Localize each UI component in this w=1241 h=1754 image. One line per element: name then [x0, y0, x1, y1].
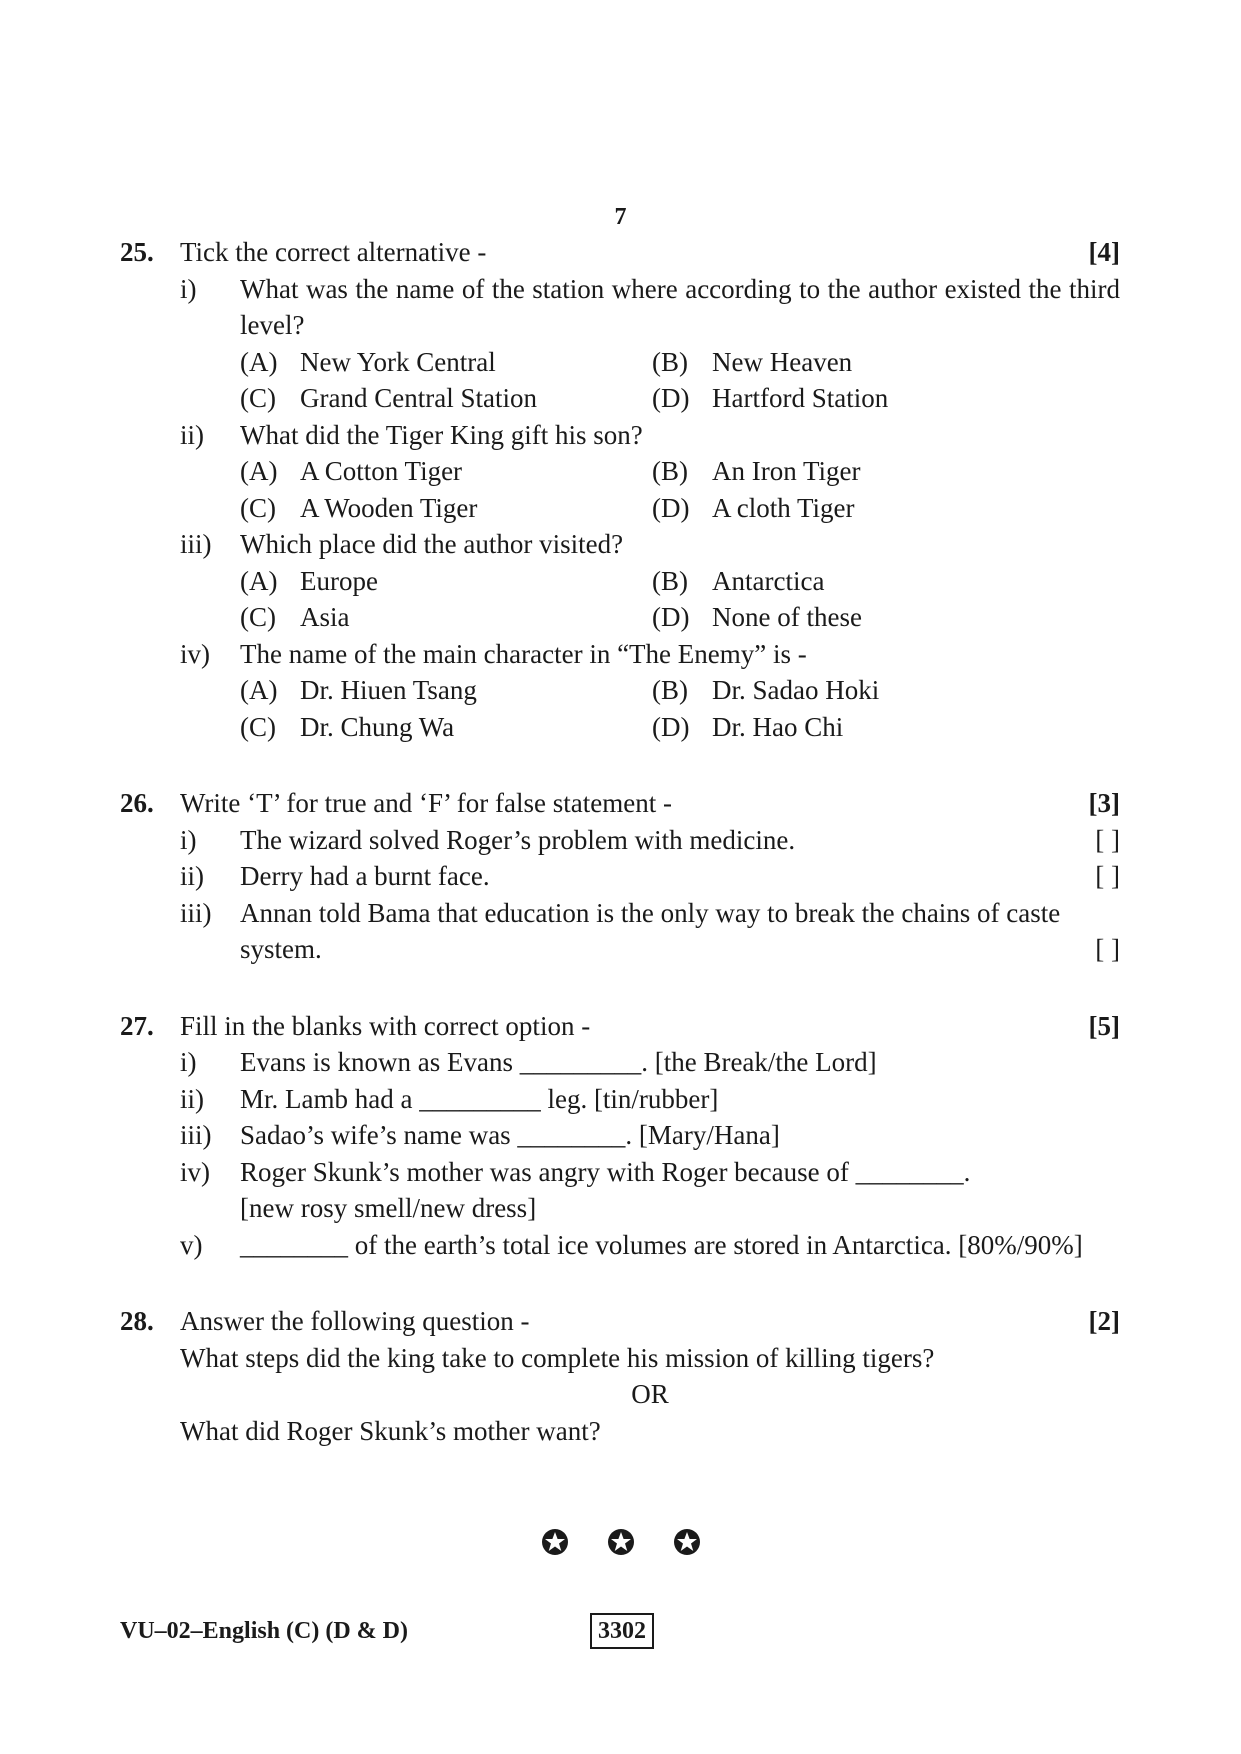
- sub-question-number: iii): [180, 529, 212, 559]
- option: [652, 344, 1064, 381]
- end-ornament: [0, 1528, 1241, 1556]
- blank-item-number: iii): [180, 1120, 212, 1150]
- option-letter: (A): [240, 456, 278, 486]
- statement-text: The wizard solved Roger’s problem with medicine.: [240, 824, 796, 855]
- paper-code-label: VU–02–English (C) (D & D): [120, 1618, 408, 1644]
- blank-item: [180, 1117, 1120, 1154]
- sub-question: [180, 526, 1120, 563]
- option-text: New Heaven: [712, 346, 853, 377]
- blank-item-continued: [180, 1190, 1120, 1227]
- blank-item: [180, 1044, 1120, 1081]
- option: [652, 672, 1064, 709]
- question-title: Answer the following question -: [180, 1306, 530, 1336]
- option-letter: (B): [652, 565, 688, 596]
- statement: [180, 822, 1120, 859]
- option: [240, 599, 652, 636]
- question-number: 25.: [120, 237, 154, 267]
- question-marks: [3]: [1088, 788, 1120, 818]
- question-marks: [4]: [1088, 237, 1120, 267]
- option-text: Asia: [300, 602, 350, 632]
- option-text: Dr. Hiuen Tsang: [300, 675, 477, 705]
- option-letter: (A): [240, 675, 278, 705]
- option-letter: (D): [652, 383, 690, 413]
- or-separator: OR: [631, 1379, 669, 1409]
- question-title: Fill in the blanks with correct option -: [180, 1010, 591, 1041]
- blank-item-number: iv): [180, 1156, 210, 1187]
- option-text: Antarctica: [712, 565, 825, 596]
- option-letter: (B): [652, 456, 688, 486]
- question-27: [120, 1008, 1120, 1264]
- question-paper: [120, 234, 1120, 1449]
- star-icon: [541, 1528, 569, 1556]
- option-letter: (C): [240, 711, 276, 742]
- blank-item: [180, 1081, 1120, 1118]
- sub-question-text: The name of the main character in “The Enemy” is -: [240, 638, 807, 669]
- sub-question-number: i): [180, 273, 197, 304]
- option-letter: (A): [240, 346, 278, 377]
- statement-text: system.: [240, 934, 322, 964]
- option-text: A cloth Tiger: [712, 492, 855, 523]
- statement-number: iii): [180, 897, 212, 928]
- blank-item: [180, 1154, 1120, 1191]
- option-text: A Wooden Tiger: [300, 492, 478, 523]
- question-title: Write ‘T’ for true and ‘F’ for false statement -: [180, 788, 672, 818]
- sub-question-text: Which place did the author visited?: [240, 529, 624, 559]
- blank-item-text: Evans is known as Evans _________. [the Break/the Lord]: [240, 1047, 877, 1077]
- blank-item-text: [new rosy smell/new dress]: [240, 1193, 537, 1223]
- option-text: An Iron Tiger: [712, 456, 861, 486]
- sub-question-number: ii): [180, 419, 204, 450]
- option-text: None of these: [712, 602, 862, 632]
- option: [652, 563, 1064, 600]
- option-text: A Cotton Tiger: [300, 456, 463, 486]
- question-28: [120, 1303, 1120, 1449]
- answer-bracket[interactable]: [ ]: [1095, 824, 1120, 855]
- option: [240, 709, 652, 746]
- question-text: What steps did the king take to complete his mission of killing tigers?: [180, 1342, 935, 1373]
- sub-question: [180, 417, 1120, 454]
- option: [240, 563, 652, 600]
- page-number: 7: [614, 204, 627, 230]
- star-icon: [607, 1528, 635, 1556]
- question-26: [120, 785, 1120, 968]
- question-25: [120, 234, 1120, 745]
- option-letter: (C): [240, 383, 276, 413]
- star-icon: [673, 1528, 701, 1556]
- statement-number: ii): [180, 861, 204, 891]
- option: [652, 709, 1064, 746]
- option: [652, 599, 1064, 636]
- question-number: 26.: [120, 788, 154, 818]
- option-text: Hartford Station: [712, 383, 889, 413]
- blank-item-number: i): [180, 1047, 197, 1077]
- statement: [180, 895, 1120, 932]
- sub-question: [180, 271, 1120, 344]
- option-letter: (C): [240, 602, 276, 632]
- option: [240, 672, 652, 709]
- question-marks: [5]: [1088, 1010, 1120, 1041]
- blank-item-number: v): [180, 1229, 203, 1260]
- question-text: What did Roger Skunk’s mother want?: [180, 1415, 601, 1446]
- option-letter: (D): [652, 711, 690, 742]
- blank-item-text: Roger Skunk’s mother was angry with Roger because of ________.: [240, 1156, 971, 1187]
- answer-bracket[interactable]: [ ]: [1095, 861, 1120, 891]
- blank-item-text: ________ of the earth’s total ice volumes are stored in Antarctica. [80%/90%]: [240, 1229, 1083, 1260]
- options: [240, 563, 1120, 636]
- option-letter: (A): [240, 565, 278, 596]
- option-letter: (B): [652, 675, 688, 705]
- option-letter: (D): [652, 602, 690, 632]
- option: [652, 490, 1064, 527]
- option-text: Grand Central Station: [300, 383, 537, 413]
- statement-number: i): [180, 824, 197, 855]
- option-text: Dr. Hao Chi: [712, 711, 844, 742]
- question-number: 28.: [120, 1306, 154, 1336]
- option: [240, 344, 652, 381]
- blank-item-number: ii): [180, 1083, 204, 1114]
- option-letter: (D): [652, 492, 690, 523]
- question-title: Tick the correct alternative -: [180, 237, 487, 267]
- option-text: New York Central: [300, 346, 496, 377]
- sub-question: [180, 636, 1120, 673]
- blank-item: [180, 1227, 1120, 1264]
- options: [240, 344, 1120, 417]
- statement: [180, 858, 1120, 895]
- sub-question-number: iv): [180, 638, 210, 669]
- statement-continued: [180, 931, 1120, 968]
- options: [240, 672, 1120, 745]
- question-marks: [2]: [1088, 1306, 1120, 1336]
- option-text: Dr. Sadao Hoki: [712, 675, 880, 705]
- option-letter: (B): [652, 346, 688, 377]
- sub-question-text: What did the Tiger King gift his son?: [240, 419, 643, 450]
- option: [240, 380, 652, 417]
- statement-text: Derry had a burnt face.: [240, 861, 490, 891]
- option: [652, 380, 1064, 417]
- option-letter: (C): [240, 492, 276, 523]
- option-text: Europe: [300, 565, 378, 596]
- option-text: Dr. Chung Wa: [300, 711, 455, 742]
- blank-item-text: Sadao’s wife’s name was ________. [Mary/Hana]: [240, 1120, 780, 1150]
- question-number: 27.: [120, 1010, 154, 1041]
- statement-text: Annan told Bama that education is the only way to break the chains of caste: [240, 897, 1061, 928]
- answer-bracket[interactable]: [ ]: [1095, 934, 1120, 964]
- blank-item-text: Mr. Lamb had a _________ leg. [tin/rubber]: [240, 1083, 719, 1114]
- paper-code-box: 3302: [590, 1613, 654, 1649]
- option: [240, 453, 652, 490]
- sub-question-text: What was the name of the station where according to the author existed the third level?: [240, 273, 1120, 340]
- option: [240, 490, 652, 527]
- option: [652, 453, 1064, 490]
- options: [240, 453, 1120, 526]
